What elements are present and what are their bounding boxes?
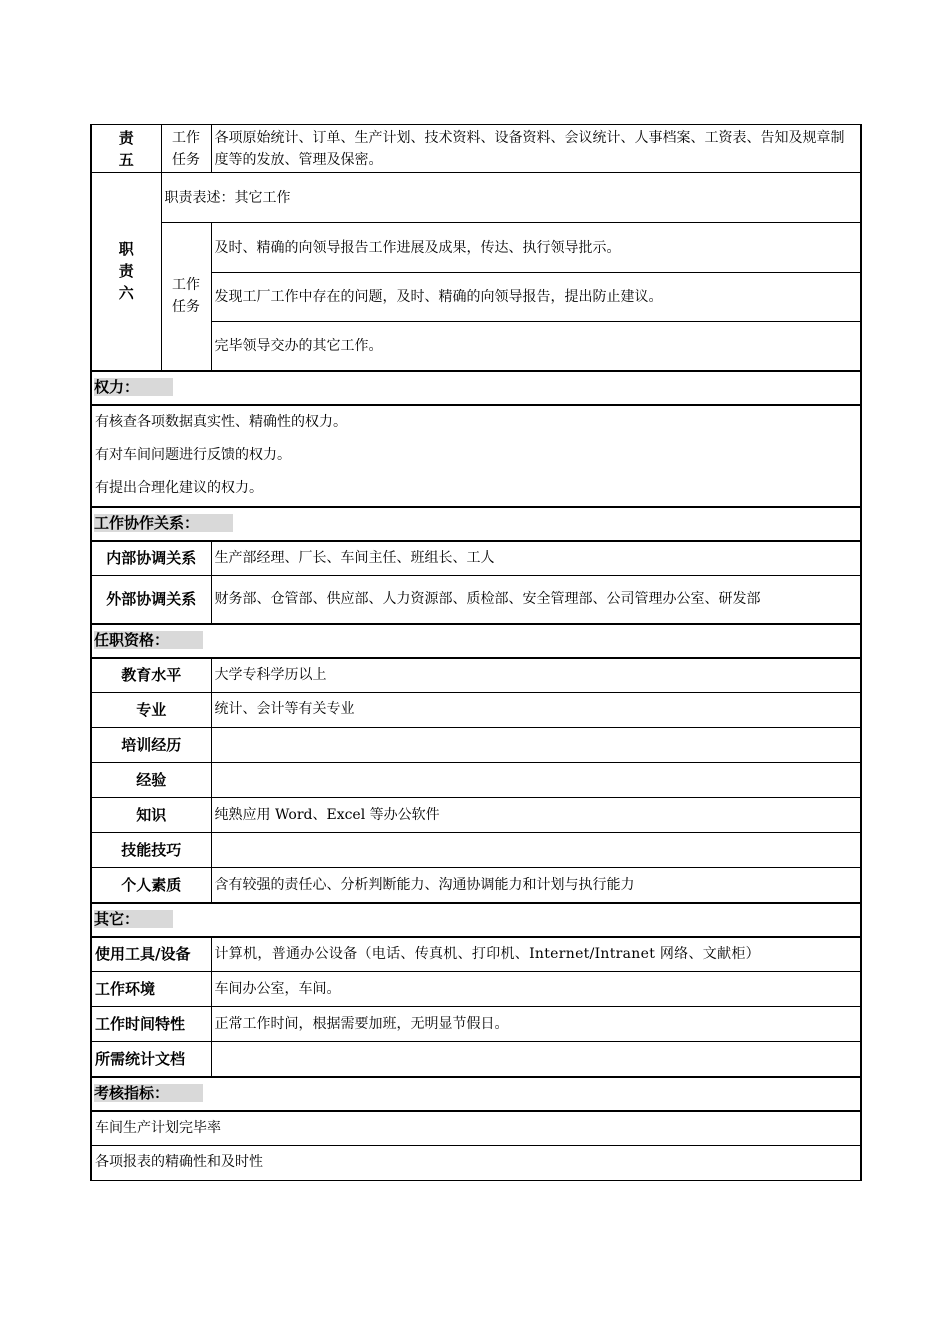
- qualification-header-row: [91, 624, 861, 658]
- assessment-title: 考核指标：: [91, 1077, 861, 1111]
- power-items: [91, 405, 861, 507]
- qualification-row: [91, 833, 861, 868]
- other-value: 正常工作时间，根据需要加班，无明显节假日。: [211, 1007, 861, 1042]
- qualification-value: 含有较强的责任心、分析判断能力、沟通协调能力和计划与执行能力: [211, 868, 861, 903]
- assessment-item: 车间生产计划完毕率: [91, 1111, 861, 1146]
- internal-collaboration-row: [91, 541, 861, 576]
- qualification-row: [91, 658, 861, 693]
- qualification-value: [211, 728, 861, 763]
- duty6-task-row-1: [91, 223, 861, 273]
- qualification-row: [91, 763, 861, 798]
- duty5-task-text: 各项原始统计、订单、生产计划、技术资料、设备资料、会议统计、人事档案、工资表、告知及规章制度等的发放、管理及保密。: [211, 125, 861, 173]
- collaboration-header-row: [91, 507, 861, 541]
- other-title: 其它：: [91, 903, 861, 937]
- qualification-value: 大学专科学历以上: [211, 658, 861, 693]
- collaboration-title: 工作协作关系：: [91, 507, 861, 541]
- qualification-label: 教育水平: [91, 658, 211, 693]
- duty6-task-1: 及时、精确的向领导报告工作进展及成果，传达、执行领导批示。: [211, 223, 861, 273]
- qualification-value: 统计、会计等有关专业: [211, 693, 861, 728]
- duty6-task-label: 工作 任务: [161, 223, 211, 371]
- qualification-label: 经验: [91, 763, 211, 798]
- other-label: 所需统计文档: [91, 1042, 211, 1077]
- duty6-description: 职责表述：其它工作: [161, 173, 861, 223]
- external-collaboration-label: 外部协调关系: [91, 576, 211, 624]
- qualification-label: 专业: [91, 693, 211, 728]
- power-items-row: [91, 405, 861, 507]
- power-item: 有核查各项数据真实性、精确性的权力。: [95, 414, 347, 430]
- other-row: [91, 972, 861, 1007]
- assessment-row: [91, 1146, 861, 1181]
- duty6-label: 职 责 六: [91, 173, 161, 371]
- qualification-label: 知识: [91, 798, 211, 833]
- qualification-label: 培训经历: [91, 728, 211, 763]
- duty6-task-2: 发现工厂工作中存在的问题，及时、精确的向领导报告，提出防止建议。: [211, 273, 861, 322]
- duty6-task-3: 完毕领导交办的其它工作。: [211, 322, 861, 371]
- qualification-value: 纯熟应用 Word、Excel 等办公软件: [211, 798, 861, 833]
- qualification-title: 任职资格：: [91, 624, 861, 658]
- qualification-label: 技能技巧: [91, 833, 211, 868]
- other-value: 计算机，普通办公设备（电话、传真机、打印机、Internet/Intranet 网络、文献柜）: [211, 937, 861, 972]
- external-collaboration-row: [91, 576, 861, 624]
- duty5-label: 责 五: [91, 125, 161, 173]
- power-title: 权力：: [91, 371, 861, 405]
- internal-collaboration-label: 内部协调关系: [91, 541, 211, 576]
- other-header-row: [91, 903, 861, 937]
- assessment-row: [91, 1111, 861, 1146]
- other-label: 使用工具/设备: [91, 937, 211, 972]
- qualification-value: [211, 763, 861, 798]
- qualification-row: [91, 728, 861, 763]
- duty5-row: [91, 125, 861, 173]
- other-label: 工作环境: [91, 972, 211, 1007]
- external-collaboration-value: 财务部、仓管部、供应部、人力资源部、质检部、安全管理部、公司管理办公室、研发部: [211, 576, 861, 624]
- other-row: [91, 1042, 861, 1077]
- other-value: 车间办公室，车间。: [211, 972, 861, 1007]
- qualification-value: [211, 833, 861, 868]
- duty6-description-row: [91, 173, 861, 223]
- duty5-task-label: 工作 任务: [161, 125, 211, 173]
- job-description-table: [90, 124, 862, 1181]
- assessment-header-row: [91, 1077, 861, 1111]
- other-value: [211, 1042, 861, 1077]
- qualification-label: 个人素质: [91, 868, 211, 903]
- qualification-row: [91, 693, 861, 728]
- other-row: [91, 1007, 861, 1042]
- qualification-row: [91, 868, 861, 903]
- job-description-page: [90, 124, 860, 1181]
- qualification-row: [91, 798, 861, 833]
- power-item: 有提出合理化建议的权力。: [95, 480, 263, 496]
- power-header-row: [91, 371, 861, 405]
- power-item: 有对车间问题进行反馈的权力。: [95, 447, 291, 463]
- assessment-item: 各项报表的精确性和及时性: [91, 1146, 861, 1181]
- other-row: [91, 937, 861, 972]
- other-label: 工作时间特性: [91, 1007, 211, 1042]
- internal-collaboration-value: 生产部经理、厂长、车间主任、班组长、工人: [211, 541, 861, 576]
